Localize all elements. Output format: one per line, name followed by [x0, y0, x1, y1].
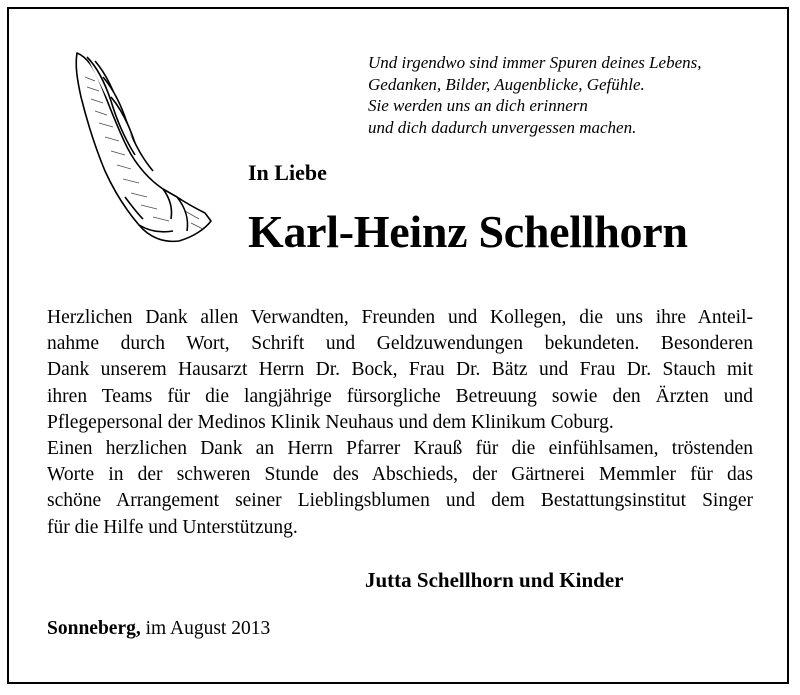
place: Sonneberg, [47, 618, 141, 639]
deceased-name: Karl-Heinz Schellhorn [248, 206, 688, 257]
text-line: Einen herzlichen Dank an Herrn Pfarrer Krauß für die einfühlsamen, tröstenden [47, 438, 753, 460]
text-line: schöne Arrangement seiner Lieblingsblumen und dem Bestattungsinstitut Singer [47, 490, 753, 512]
poem-line: und dich dadurch unvergessen machen. [368, 117, 637, 137]
text-line: Dank unserem Hausarzt Herrn Dr. Bock, Frau Dr. Bätz und Frau Dr. Stauch mit [47, 359, 753, 381]
praying-hands-icon [65, 47, 225, 247]
text-line: Pflegepersonal der Medinos Klinik Neuhaus und dem Klinikum Coburg. [47, 411, 614, 433]
poem-line: Sie werden uns an dich erinnern [368, 96, 588, 115]
signature: Jutta Schellhorn und Kinder [365, 568, 624, 592]
thank-you-text [47, 305, 753, 541]
text-line: Herzlichen Dank allen Verwandten, Freunden und Kollegen, die uns ihre Anteil- [47, 307, 753, 328]
date: im August 2013 [145, 618, 271, 639]
poem-line: Gedanken, Bilder, Augenblicke, Gefühle. [368, 74, 645, 94]
text-line: ihren Teams für die langjährige fürsorgliche Betreuung sowie den Ärzten und [47, 385, 753, 407]
text-line: nahme durch Wort, Schrift und Geldzuwendungen bekundeten. Besonderen [47, 333, 753, 355]
poem-line: Und irgendwo sind immer Spuren deines Lebens, [368, 53, 702, 72]
text-line: für die Hilfe und Unterstützung. [47, 516, 298, 538]
text-line: Worte in der schweren Stunde des Abschieds, der Gärtnerei Memmler für das [47, 464, 753, 486]
memorial-poem [368, 52, 788, 138]
in-liebe-heading: In Liebe [248, 160, 327, 185]
place-date [47, 618, 270, 640]
